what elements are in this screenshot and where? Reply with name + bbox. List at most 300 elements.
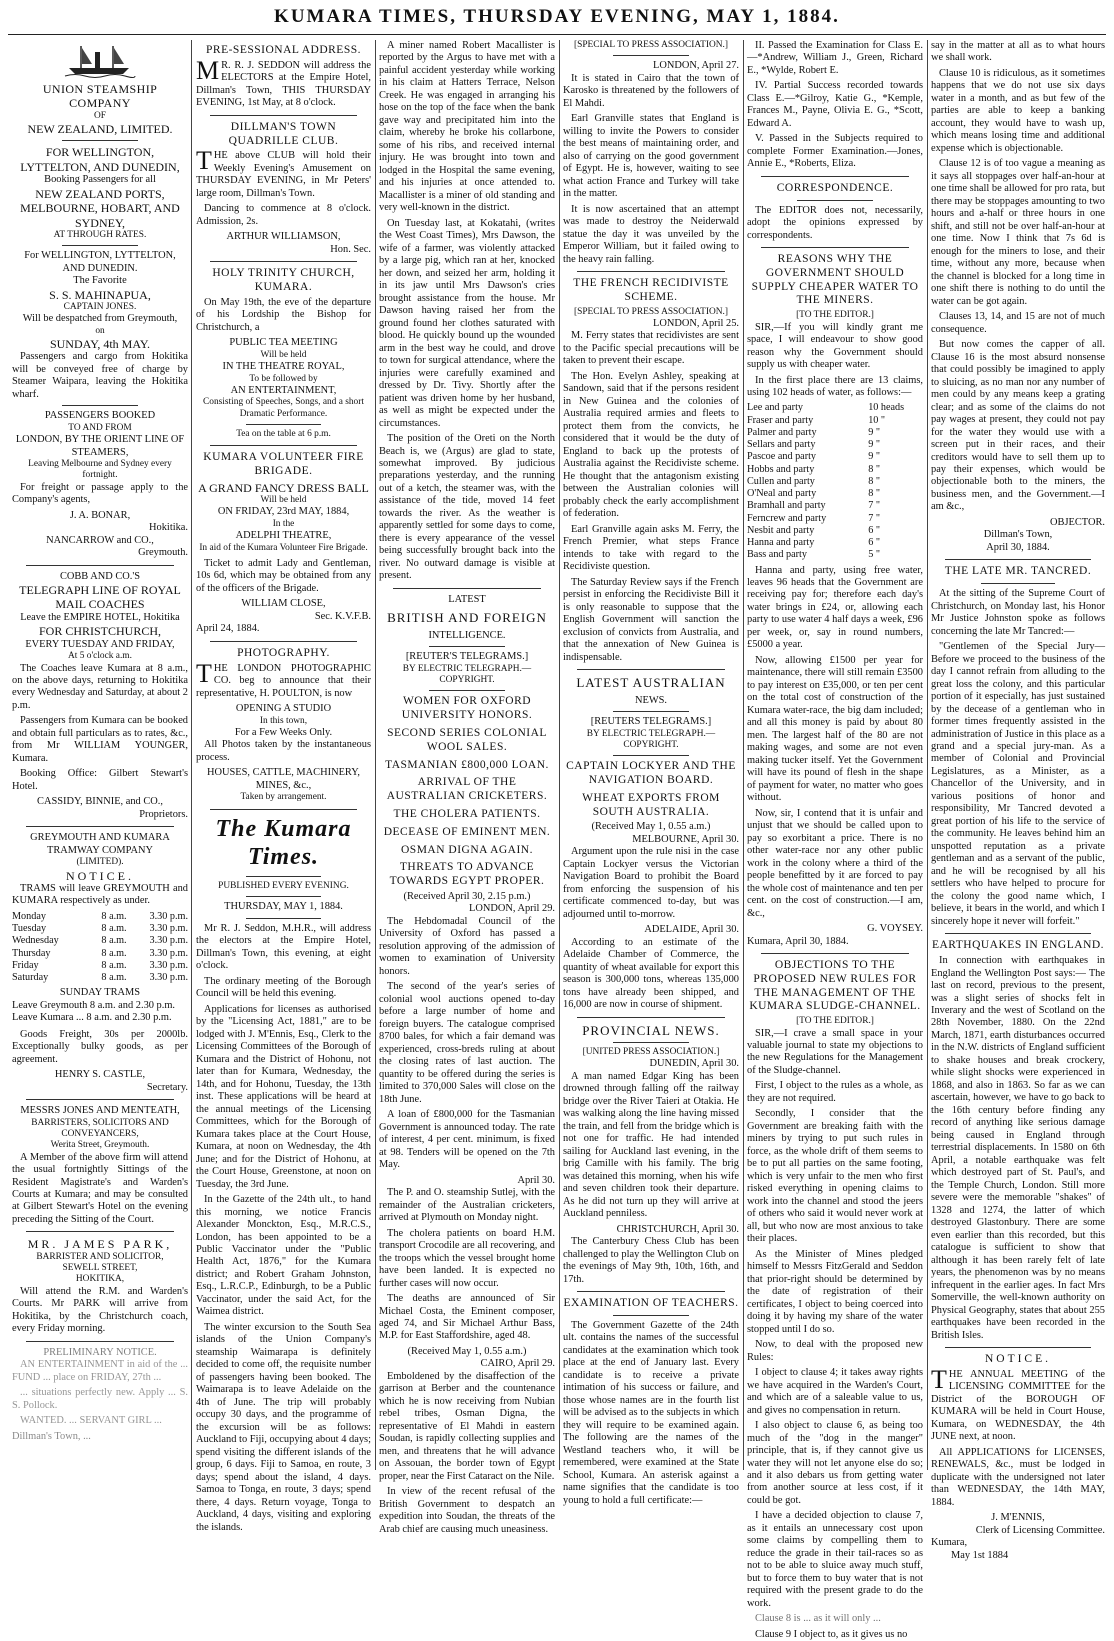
kvf-aid: In aid of the Kumara Volunteer Fire Brigade. [199,542,368,553]
dateline-2: April 30. [517,1174,555,1186]
n-title: NOTICE. [984,1353,1052,1366]
ed-p2: The ordinary meeting of the Borough Council will be held this evening. [196,975,371,1000]
e-title: EARTHQUAKES IN ENGLAND. [931,939,1105,952]
gk-sec2: Secretary. [146,1081,188,1093]
dateline-3: CAIRO, April 29. [480,1358,555,1370]
ph-text: THE LONDON PHOTOGRAPHIC CO. beg to announce that their representative, H. POULTON, is now [196,658,371,699]
ph-open: OPENING A STUDIO [235,703,332,715]
c3-p9: The deaths are announced of Sir Michael Costa, the Eminent composer, aged 74, and Sir Michael Arthur Bass, M.P. for East Staffordshire, aged 48. [379,1293,555,1342]
c4-p11: The Canterbury Chess Club has been challenged to play the Wellington Club on the evenings of May 9th, 10th, 16th, and 17th. [563,1236,739,1285]
timetable-cell: Tuesday [12,923,47,935]
latest-label: LATEST [448,593,486,605]
ph-all: All Photos taken by the instantaneous process. [196,739,371,763]
party-row [747,537,923,549]
c4-p2: Earl Granville states that England is willing to invite the Powers to consider the best means of maintaining order, and also of carrying on the good government of Egypt. He is, however, waiting to see what action France and Turkey will take in the matter. [563,113,739,200]
divider [26,565,174,566]
ph-title: PHOTOGRAPHY. [237,646,330,659]
masthead: KUMARA TIMES, THURSDAY EVENING, MAY 1, 1884. [274,6,840,27]
c4-dateline-6: CHRISTCHURCH, April 30. [616,1223,739,1235]
timetable-cell: 8 a.m. [101,923,127,935]
pb-agent2: NANCARROW and CO., [46,534,154,546]
ed-p5: The winter excursion to the South Sea islands of the Union Company's steamship Waimarapa is definitely decided to come off, the requisite number of passengers having been booked. The Waimarapa is to leave Adelaide on the 4th of June. The trip will probably occupy 30 days, and the programme of the excursion will be as follows: Auckland to Fiji, occupying about 4 days; spend visiting the different islands of the group, 6 days. Fiji to Samoa, en route, 3 days; spend about the island, 4 days. Samoa to Tonga, en route, 3 days; spend there, 4 days. Return voyage, Tonga to Auckland, 4 days, visiting and exploring the islands. [196,1321,371,1533]
party-heads: 10 heads [868,402,905,414]
divider [429,690,505,691]
divider [210,809,357,810]
timetable-cell: 3.30 p.m. [149,935,188,947]
divider [761,953,909,954]
r-sig: G. VOYSEY. [867,923,923,935]
c4-p6: Earl Granville again asks M. Ferry, the French Premier, what steps France intends to take with regard to the Recidiviste question. [563,523,739,573]
c6-sig-date2: April 30, 1884. [986,541,1050,553]
divider [981,583,1055,584]
party-name: Ferncrew and party [747,512,827,524]
c3-p2: On Tuesday last, at Kokatahi, (writes the West Coast Times), Mrs Dawson, the wife of a farmer, was violently attacked by a large pig, which ran at her, knocked her down, and seized her arm, holding it in its jaw until Mrs Dawson's cries brought assistance from the house. Mr Dawson having raised her from the ground found her clothes saturated with blood. He quickly bound up the wounded arm in the best way he could, and drove to town for surgical attendance, where the injuries were carefully examined and dressed by Dr. Tivy. Shortly after the patient was driven home by her husband, as well as might be expected under the circumstances. [379,217,555,429]
party-heads: 10 " [868,414,886,426]
usc-nz: NEW ZEALAND, LIMITED. [27,122,173,137]
ph-arr: Taken by arrangement. [240,792,327,803]
pn-sig: Dillman's Town, ... [12,1430,91,1442]
divider [393,588,541,589]
divider [210,445,357,446]
n-text: THE ANNUAL MEETING of the LICENSING COMMITTEE for the District of the BOROUGH OF KUMARA will be held in Court House, Kumara, on WEDNESDAY, the 4th JUNE next, at noon. [931,1364,1105,1443]
ht-held: Will be held [260,349,307,360]
column-rule [743,40,744,1470]
party-heads: 8 " [868,475,880,487]
c3-p5: The second of the year's series of colonial wool auctions opened to-day before a large number of home and foreign buyers. The catalogue comprised 8700 bales, for which a fair demand was experienced, cross-breds ruling at about the closing rates of last auction. The quantity to be offered during the series is limited to 370,000 Sales will close on the 18th June. [379,981,555,1105]
c4-headline-1: CAPTAIN LOCKYER AND THE NAVIGATION BOARD. [566,760,736,786]
pn-text: AN ENTERTAINMENT in aid of the ... FUND ... place on FRIDAY, 27th ... [12,1359,188,1383]
headline-7: OSMAN DIGNA AGAIN. [401,843,533,856]
divider [246,424,321,425]
ht-cons: Consisting of Speeches, Songs, and a short Dramatic Performance. [203,397,364,419]
ht-ent: AN ENTERTAINMENT, [230,384,337,396]
gk-notice: NOTICE. [66,868,134,883]
received-1: (Received April 30, 2.15 p.m.) [403,891,531,902]
ht-tea: PUBLIC TEA MEETING [229,337,338,349]
o-p6: I object to clause 4; it takes away rights we have acquired in the Warden's Court, and which are of a saleable value to us, and gives no compensation in return. [747,1367,923,1416]
r-p2: In the first place there are 13 claims, using 102 heads of water, as follows:— [747,374,923,398]
usc-capt: CAPTAIN JONES. [63,302,137,313]
to-editor: [TO THE EDITOR.] [796,310,874,321]
copyright-label: BY ELECTRIC TELEGRAPH.—COPYRIGHT. [402,663,532,686]
c3-p10: Emboldened by the disaffection of the garrison at Berber and the countenance which he is now receiving from Nubian rebel tribes, Osman Digna, the representative of El Mahdi in eastern Soudan, is rapidly collecting supplies and men, and threatens that he will advance on Assouan, the border town of Egypt proper, near the First Cataract on the Nile. [379,1370,555,1482]
usc-title: UNION STEAMSHIP COMPANY [42,82,158,111]
n-date: May 1st 1884 [951,1549,1009,1561]
gk-goods: Goods Freight, 30s per 2000lb. Exceptionally bulky goods, as per agreement. [12,1028,188,1065]
pb-freight: For freight or passage apply to the Company's agents, [12,481,188,506]
gk-title: GREYMOUTH AND KUMARA TRAMWAY COMPANY [30,832,170,856]
ph-weeks: For a Few Weeks Only. [234,726,333,738]
pb-to: TO AND FROM [68,422,132,433]
pn-title: PROVINCIAL NEWS. [582,1022,720,1038]
cobb-text2: Passengers from Kumara can be booked and obtain full particulars as to rates, &c., from Mr WILLIAM YOUNGER, Kumara. [12,715,188,764]
c4-p7: The Saturday Review says if the French persist in enforcing the Recidiviste Bill it is only reasonable to suppose that the English Government will sanction the exclusion of convicts from Australia, and that the annexation of New Guinea is indispensable. [563,576,739,663]
ed-p4: In the Gazette of the 24th ult., to hand this morning, we notice Francis Alexander Monckton, Esq., M.R.C.S., London, has been appointed to be a Public Vaccinator under the "Public Health Act, 1876," for the Kumara district; and Robert Graham Johnston, Esq., L.R.C.P., Edinburgh, to be a Public Vaccinator, under the said Act, for the Waimea district. [196,1194,371,1318]
party-heads: 6 " [868,524,880,536]
timetable-cell: 8 a.m. [101,947,127,959]
c4-p10: A man named Edgar King has been drowned through falling off the railway bridge over the River Taieri at Otakia. He was walking along the line having missed the train, and fell from the bridge which is not one for traffic. He had intended sailing for Auckland last evening, in the brig Camille with his family. The brig was detained this morning, when his wife and seven children took their departure. As he did not turn up they will arrive at Auckland penniless. [563,1070,739,1220]
divider [797,200,873,201]
kvf-ball: A GRAND FANCY DRESS BALL [198,480,369,495]
party-name: Palmer and party [747,426,817,438]
c4-dateline-5: DUNEDIN, April 30. [649,1058,739,1070]
pb-leaving: Leaving Melbourne and Sydney every fortnight. [28,459,172,481]
c4-p8: Argument upon the rule nisi in the case Captain Lockyer versus the Victorian Navigation Board to prohibit the Board from enforcing the suspension of his certificate commenced to-day, but was adjourned until to-morrow. [563,846,739,920]
dtq-text: THE above CLUB will hold their Weekly Evening's Amusement on THURSDAY EVENING, in Mr Peters' large room, Dillman's Town. [196,146,371,199]
party-name: Nesbit and party [747,524,815,536]
party-heads: 7 " [868,500,880,512]
headline-2: SECOND SERIES COLONIAL WOOL SALES. [387,727,547,753]
usc-ship: S. S. MAHINAPUA, [49,287,151,302]
corr-title: CORRESPONDENCE. [776,181,894,194]
headline-3: TASMANIAN £800,000 LOAN. [385,758,549,771]
o-title: OBJECTIONS TO THE PROPOSED NEW RULES FOR THE MANAGEMENT OF THE KUMARA SLUDGE-CHANNEL. [749,959,921,1013]
gk-sun1: Leave Greymouth 8 a.m. and 2.30 p.m. [12,999,176,1011]
jp-town: HOKITIKA, [75,1274,125,1285]
jp-title: MR. JAMES PARK, [27,1237,173,1252]
jp-sub: BARRISTER AND SOLICITOR, [36,1251,164,1262]
kvf-date2: April 24, 1884. [196,623,260,635]
usc-on: on [95,325,105,336]
c3-p8: The cholera patients on board H.M. transport Crocodile are all recovering, and the troops which the vessel brought home have been landed. It is expected no further cases will now occur. [379,1227,555,1289]
gk-sec: HENRY S. CASTLE, [54,1069,146,1081]
cobb-days: EVERY TUESDAY AND FRIDAY, [25,638,175,650]
received-2: (Received May 1, 0.55 a.m.) [407,1345,527,1357]
masthead-rule [8,34,1106,35]
gk-sun2: Leave Kumara ... 8 a.m. and 2.30 p.m. [12,1012,172,1024]
divider [613,55,689,56]
divider [945,933,1091,934]
c4-p12: The Government Gazette of the 24th ult. contains the names of the successful candidates at the examination which took place at the end of January last. Every candidate is to receive a private intimation of his success or failure, and those whose names are in the fourth list will be advised as to the subjects in which they will require to be examined again. The following are the names of the Westland teachers who, it will be remembered, were examined at the State School, Kumara. An asterisk against a name signifies that the candidate is too young to hold a full certificate:— [563,1319,739,1506]
divider [577,669,725,670]
party-row [747,476,923,488]
to-editor-2: [TO THE EDITOR.] [796,1016,874,1027]
timetable-row [12,972,188,984]
column-rule [375,40,376,1470]
column-rule [191,40,192,1470]
jp-text: Will attend the R.M. and Warden's Courts. Mr PARK will arrive from Hokitika, by the Christchurch coach, every Friday morning. [12,1285,188,1335]
kvf-sig2: Sec. K.V.F.B. [314,610,371,622]
timetable-cell: 3.30 p.m. [149,910,188,922]
n-text2: All APPLICATIONS for LICENSES, RENEWALS, &c., must be lodged in duplicate with the undersigned not later than WEDNESDAY, the 14th MAY, 1884. [931,1446,1105,1508]
c4-p9: According to an estimate of the Adelaide Chamber of Commerce, the quantity of wheat available for export this season is 300,000 tons, whereas 135,000 tons have already been shipped, and 16,000 are now in course of shipment. [563,936,739,1011]
usc-of: OF [94,110,106,121]
column-5 [747,40,923,1640]
party-name: Lee and party [747,402,804,414]
paper-date: THURSDAY, MAY 1, 1884. [224,901,343,913]
timetable-cell: 3.30 p.m. [149,959,188,971]
party-name: Hanna and party [747,537,815,549]
headline-5: THE CHOLERA PATIENTS. [393,808,541,821]
timetable-cell: 8 a.m. [101,910,127,922]
ht-text: On May 19th, the eve of the departure of his Lordship the Bishop for Christchurch, a [196,296,371,333]
pn-title: PRELIMINARY NOTICE. [43,1346,157,1358]
divider [246,896,321,897]
reuters-label: [REUTER'S TELEGRAMS.] [405,651,529,663]
timetable-row [12,911,188,923]
party-row [747,549,923,561]
column-rule [927,40,928,1470]
party-row [747,513,923,525]
divider [761,247,909,248]
timetable-cell: Monday [12,910,46,922]
r-p4: Now, allowing £1500 per year for maintenance, there will still remain £3500 to pay interest on £35,000, or ten per cent on the total cost of construction of the Kumara water-race, the big dam included; and all this money is paid by about 80 men. The largest half of the 80 are not making wages, and some are not even making tucker itself. Yet the Government will have its pound of flesh in the shape of payment for water, no matter who goes without. [747,654,923,804]
column-3 [379,40,555,1535]
la-title: LATEST AUSTRALIAN [576,674,726,690]
party-row [747,427,923,439]
kvf-sig: WILLIAM CLOSE, [241,598,326,610]
n-place: Kumara, [931,1537,968,1549]
n-sig: J. M'ENNIS, [991,1512,1045,1524]
usc-for2: For WELLINGTON, LYTTELTON, AND DUNEDIN. [24,250,176,274]
c6-p1: say in the matter at all as to what hours we shall work. [931,40,1105,64]
c4-p1: It is stated in Cairo that the town of Karosko is threatened by the followers of El Mahdi. [563,72,739,109]
party-row [747,439,923,451]
c3-p7: The P. and O. steamship Sutlej, with the remainder of the Australian cricketers, arrived at Plymouth on Monday night. [379,1187,555,1224]
c6-sig: OBJECTOR. [1050,516,1105,528]
fr-title: THE FRENCH RECIDIVISTE SCHEME. [573,277,729,303]
o-p7: I also object to clause 6, as being too much of the "dog in the manger" principle, that is, if they cannot give us water they will not let anyone else do so; and it also debars us from getting water from another source at less cost, if it could be got. [747,1420,923,1506]
timetable-cell: Friday [12,959,39,971]
ed-p3: Applications for licenses as authorised by the "Licensing Act, 1881," are to be lodged with J. M'Ennis, Esq., Clerk to the Licensing Committees of the Borough of Kumara and the District of Hohonu, not later than for Kumara, Wednesday, the 14th, and for Hohonu, Tuesday, the 13th inst. These applications will be heard at the annual meetings of the Licensing Committees, which for the Borough of Kumara takes place at the Court House, Kumara, at noon on Wednesday, the 4th June; and for the District of Hohonu, at the Court House, Greenstone, at noon on Tuesday, the 3rd June. [196,1003,371,1190]
jm-title: MESSRS JONES AND MENTEATH, [20,1105,180,1117]
timetable-cell: Thursday [12,947,51,959]
gk-sunday: SUNDAY TRAMS [59,987,141,999]
headline-1: WOMEN FOR OXFORD UNIVERSITY HONORS. [401,695,533,722]
divider [62,140,138,141]
c6-p2: Clause 10 is ridiculous, as it sometimes happens that we do not use six days water in a month, and as but few of the parties are able to keep a banking account, they would have to wash up, which means losing time and additional expense which is objectionable. [931,67,1105,154]
party-name: O'Neal and party [747,488,817,500]
bf-sub: INTELLIGENCE. [428,629,506,641]
timetable-cell: 3.30 p.m. [149,972,188,984]
c4-p3: It is now ascertained that an attempt was made to destroy the Neiderwald statue the day it was unveiled by the Emperor William, but it failed owing to the heavy rain falling. [563,203,739,265]
usc-desp: Will be despatched from Greymouth, [22,313,178,325]
c3-p1: A miner named Robert Macallister is reported by the Argus to have met with a painful accident yesterday while working in his claim at Hatters Terrace, Nelson Creek. He was engaged in arranging his hose on the top of the face when the bank gave way and precipitated him into the claim, whereby he broke his collarbone, some of his ribs, and received internal injury. He was brought into town and lodged in the Hospital the same evening, and his injuries at once attended to. Macallister is a miner of old standing and very well-known in the district. [379,40,555,214]
ph-houses: HOUSES, CATTLE, MACHINERY, MINES, &c., [206,767,361,791]
timetable-cell: 8 a.m. [101,972,127,984]
o-p2: First, I object to the rules as a whole, as they are not required. [747,1080,923,1104]
column-2 [196,40,371,1533]
c3-p3: The position of the Oreti on the North Beach is, we (Argus) are glad to state, somewhat improved. By judicious preparations yesterday, and the running out of a ketch, the steamer was, with the assistance of the tide, moved 14 feet towards the river. As the weather is apparently settled for some days to come, there is every appearance of the vessel being successfully brought back into the river. No outward damage is visible at present. [379,433,555,582]
dateline-1: LONDON, April 29. [468,903,555,915]
t-title: THE LATE MR. TANCRED. [944,565,1092,578]
jp-addr: SEWELL STREET, [62,1263,138,1274]
party-name: Bramhall and party [747,500,826,512]
o-p5: Now, to deal with the proposed new Rules: [747,1339,923,1363]
divider [945,1347,1091,1348]
ex-list-1: II. Passed the Examination for Class E.—*Andrew, William J., Green, Richard E., *Wylde, Robert E. [747,40,923,76]
party-row [747,451,923,463]
c4-dateline-4: ADELAIDE, April 30. [644,924,739,936]
kvf-in: In the [272,518,295,529]
party-heads: 9 " [868,426,880,438]
usc-rates: AT THROUGH RATES. [53,229,147,240]
ht-follow: To be followed by [249,373,318,384]
ht-tea-time: Tea on the table at 6 p.m. [236,428,331,439]
o-p1: SIR,—I crave a small space in your valuable journal to state my objections to the new Regulations for the Management of the Sludge-channel. [747,1027,923,1076]
o-p3: Secondly, I consider that the Government are breaking faith with the miners by trying to put such rules in force, as the whole drift of them seems to be to put all parties on the same footing, which is very unfair to the men who first risked everything in opening claims to work into the channel and stood the jeers of others who said it would never work at all, but who now are most anxious to take their places. [747,1108,923,1245]
timetable-row [12,935,188,947]
headline-4: ARRIVAL OF THE AUSTRALIAN CRICKETERS. [386,776,548,803]
steamship-icon [65,42,135,78]
r-p3: Hanna and party, using free water, leaves 96 heads that the Government are receiving pay for; therefore each day's water brings in £24, or, allowing each party to use water 4 half days a week, £96 per week, or, say in round numbers, £5000 a year. [747,564,923,651]
pb-london: LONDON, BY THE ORIENT LINE OF STEAMERS, [15,434,185,458]
ph-town: In this town, [259,715,308,726]
jm-text: A Member of the above firm will attend the usual fortnightly Sittings of the Resident Magistrate's and Warden's Courts at Kumara; and may be consulted at Gilbert Stewart's Hotel on the evening preceding the Sitting of the Court. [12,1151,188,1225]
pn-text3: WANTED. ... SERVANT GIRL ... [20,1415,162,1427]
party-heads: 9 " [868,451,880,463]
kvf-venue: ADELPHI THEATRE, [235,530,332,542]
n-sig2: Clerk of Licensing Committee. [975,1524,1105,1536]
timetable-cell: 3.30 p.m. [149,923,188,935]
divider [210,641,357,642]
divider [761,176,909,177]
cobb-prop: CASSIDY, BINNIE, and CO., [37,796,163,808]
party-heads: 5 " [868,549,880,561]
paper-pub: PUBLISHED EVERY EVENING. [218,881,349,892]
ex-list-3: V. Passed in the Subjects required to complete Former Examination.—Jones, Annie E., *Roberts, Eliza. [747,133,923,170]
cobb-text: The Coaches leave Kumara at 8 a.m., on the above days, returning to Hokitika every Wednesday and Saturday, at about 2 p.m. [12,662,188,711]
divider [246,918,321,919]
headline-6: DECEASE OF EMINENT MEN. [383,825,551,838]
divider [577,271,725,272]
timetable-cell: Saturday [12,972,49,984]
c4-dateline-2: LONDON, April 25. [652,317,739,329]
cobb-time: At 5 o'clock a.m. [68,651,132,662]
bf-title: BRITISH AND FOREIGN [387,610,547,626]
divider [62,405,138,406]
timetable-cell: 8 a.m. [101,959,127,971]
e-p1: In connection with earthquakes in England the Wellington Post says:— The last on record, previous to the present, was a slight series of shocks felt in Inverary and the west of Scotland on the 28th November, 1880. On the 22nd March, 1871, earth disturbances occurred in the N.W. districts of England sufficient to shake houses and break crockery, while slight shocks were experienced in 1868, and also in 1863. So far as we can ascertain, however, we have to go back to the 16th century before finding any record of anything like serious damage being caused in England through terrestrial displacements. In 1580 on 6th April, a notable earthquake was felt which destroyed part of St. Paul's, and the Temple Church, London. Still more severe were the memorable "shakes" of 1328 and 1274, the latter of which destroyed Glastonbury. There are some even earlier than this recorded, but this catalogue is sufficient to show that although it has been rarely felt of late years, the phenomenon was by no means infrequent in the earlier ages. In fact Mrs Somerville, the well-known authority on Physical Geography, states that about 255 earthquakes have been recorded in the British Isles. [931,955,1105,1341]
divider [577,1291,725,1292]
c6-p3: Clause 12 is of too vague a meaning as it says all stoppages over half-an-hour at one time shall be allowed for pro rata, but there may be stoppages amounting to two hours and a-half or three hours in one shift, and still not be over half-an-hour at one time. Now I think that 7s 6d is enough for the miners to lose, and their time, without any more, because when the channel is blocked for a long time in one shift there is nothing to do until the water can be got again. [931,158,1105,307]
r-p1: SIR,—If you will kindly grant me space, I will endeavour to show good reason why the Government should supply us with cheaper water. [747,321,923,371]
tram-timetable [12,911,188,984]
pb-title: PASSENGERS BOOKED [44,410,156,422]
usc-booking: Booking Passengers for all [44,174,156,186]
divider [613,755,689,756]
cobb-leave: Leave the EMPIRE HOTEL, Hokitika [20,611,180,623]
cobb-title: COBB AND CO.'S [59,570,141,582]
c4-reuters: [REUTERS TELEGRAMS.] [590,716,712,728]
c4-dateline-3: MELBOURNE, April 30. [632,833,739,845]
c4-p5: The Hon. Evelyn Ashley, speaking at Sandown, said that if the persons resident in New Guinea and the colonies of Australia required armies and fleets to protect them from the convicts, he considered that it would be the duty of England to back up the protests of Australia against the Recidiviste scheme. He thought that the antagonism existing between the Australian colonies will probably check the early accomplishment of federation. [563,370,739,520]
kvf-held: Will be held [260,495,307,506]
pb-agent1: J. A. BONAR, [69,509,131,521]
usc-pass: Passengers and cargo from Hokitika will be conveyed free of charge by Steamer Waipara, leaving the Hokitika wharf. [12,351,188,400]
headline-8: THREATS TO ADVANCE TOWARDS EGYPT PROPER. [389,861,545,888]
divider [26,1231,174,1232]
timetable-cell: 3.30 p.m. [149,947,188,959]
c3-p11: In view of the recent refusal of the British Government to despatch an expedition into Soudan, the threats of the Arab chief are causing much uneasiness. [379,1486,555,1535]
divider [613,711,689,712]
r-title: REASONS WHY THE GOVERNMENT SHOULD SUPPLY CHEAPER WATER TO THE MINERS. [751,253,919,307]
divider [246,876,321,877]
party-name: Pascoe and party [747,451,817,463]
t-p1: At the sitting of the Supreme Court of Christchurch, on Monday last, his Honor Mr Justice Johnston spoke as follows concerning the late Mr Tancred:— [931,588,1105,637]
timetable-row [12,960,188,972]
c3-p4: The Hebdomadal Council of the University of Oxford has passed a resolution approving of the admission of women to examination of University honors. [379,915,555,977]
column-6 [931,40,1105,1561]
party-row [747,525,923,537]
c4-received: (Received May 1, 0.55 a.m.) [591,821,711,833]
usc-fav: The Favorite [73,275,127,287]
divider [26,826,174,827]
cobb-for: FOR CHRISTCHURCH, [38,624,162,639]
party-name: Bass and party [747,549,807,561]
divider [945,559,1091,560]
usc-ports: NEW ZEALAND PORTS, MELBOURNE, HOBART, AND SYDNEY, [20,186,180,230]
jm-addr: Werita Street, Greymouth. [50,1140,150,1151]
party-heads: 6 " [868,537,880,549]
paper-title: The Kumara Times. [215,815,352,871]
timetable-row [12,948,188,960]
usc-for: FOR WELLINGTON, LYTTELTON, AND DUNEDIN, [20,145,180,174]
party-name: Sellars and party [747,439,816,451]
ht-title: HOLY TRINITY CHURCH, KUMARA. [212,267,355,293]
r-date: Kumara, April 30, 1884. [747,935,849,947]
party-name: Hobbs and party [747,463,815,475]
divider [26,1099,174,1100]
usc-date: SUNDAY, 4th MAY. [49,337,151,352]
corr-note: The EDITOR does not, necessarily, adopt the opinions expressed by correspondents. [747,204,923,241]
party-heads: 8 " [868,463,880,475]
divider [210,261,357,262]
divider [210,115,357,116]
divider [613,1042,689,1043]
ht-theatre: IN THE THEATRE ROYAL, [222,361,345,373]
gk-ltd: (LIMITED). [76,857,124,868]
divider [613,1315,689,1316]
upa-label: [UNITED PRESS ASSOCIATION.] [582,1047,720,1058]
c4-p4: M. Ferry states that recidivistes are sent to the Pacific special precautions will be taken to prevent their escape. [563,330,739,367]
party-row [747,415,923,427]
c6-sig-date: Dillman's Town, [983,529,1053,541]
ed-p1: Mr R. J. Seddon, M.H.R., will address the electors at the Empire Hotel, Dillman's Town, this evening, at eight o'clock. [196,922,371,972]
divider [577,1017,725,1018]
divider [429,646,505,647]
water-heads-table [747,402,923,561]
c4-dateline-1: LONDON, April 27. [652,60,739,72]
party-heads: 9 " [868,439,880,451]
ex-title: EXAMINATION OF TEACHERS. [563,1297,739,1310]
dtq-title: DILLMAN'S TOWN QUADRILLE CLUB. [228,120,339,147]
cobb-office: Booking Office: Gilbert Stewart's Hotel. [12,768,188,792]
party-row [747,500,923,512]
dtq-sig2: Hon. Sec. [330,243,371,255]
la-news: NEWS. [634,694,668,706]
party-heads: 7 " [868,512,880,524]
c6-p4: Clauses 13, 14, and 15 are not of much consequence. [931,311,1105,335]
t-p2: "Gentlemen of the Special Jury—Before we proceed to the business of the day I cannot refrain from alluding to the great loss the colony, and this particular portion of it especially, has just sustained by the decease of a gentleman who in former times frequently assisted in the administration of Justice in this place as a grand and a special jury-man. As a member of Colonial and Provincial Legislatures, as a Minister, as a Chancellor of the University, and in various positions of honor and responsibility, Mr Tancred devoted a great portion of his life to the service of the community. He leaves behind him an unspotted reputation as a private gentleman and as a servant of the public, and he will be recognised by all his settlers who have helped to procure for the colony the good name which, I believe, it bears in the world, and which I sincerely hope it never will forfeit." [931,641,1105,927]
column-4 [563,40,739,1506]
o-p10: Clause 9 I object to, as it gives us no [755,1628,908,1640]
pb-agent2b: Greymouth. [138,547,188,559]
timetable-cell: 8 a.m. [101,935,127,947]
o-p8: I have a decided objection to clause 7, as it entails an unnecessary cost upon some claims by compelling them to reduce the grade in their tail-races so as not to be able to sluice away much stuff, but to force them to buy water that is not required with the present grade to do the work. [747,1510,923,1609]
r-p5: Now, sir, I contend that it is unfair and unjust that we should be called upon to pay so exorbitant a price. There is no other water-race nor any other public work in the colony where a third of the people benefitted by it are forced to pay the whole cost of maintenance and ten per cent. on the cost of construction.—I am, &c., [747,807,923,919]
pn-text2: ... situations perfectly new. Apply ... S. S. Pollock. [12,1387,188,1411]
c4-copyright: BY ELECTRIC TELEGRAPH.—COPYRIGHT. [586,728,716,750]
timetable-cell: Wednesday [12,935,59,947]
party-name: Cullen and party [747,475,815,487]
column-rule [559,40,560,1470]
party-row [747,402,923,414]
divider [26,1341,174,1342]
spa-label: [SPECIAL TO PRESS ASSOCIATION.] [573,40,729,50]
o-p9: Clause 8 is ... as it will only ... [755,1613,881,1625]
c4-headline-2: WHEAT EXPORTS FROM SOUTH AUSTRALIA. [582,791,720,818]
